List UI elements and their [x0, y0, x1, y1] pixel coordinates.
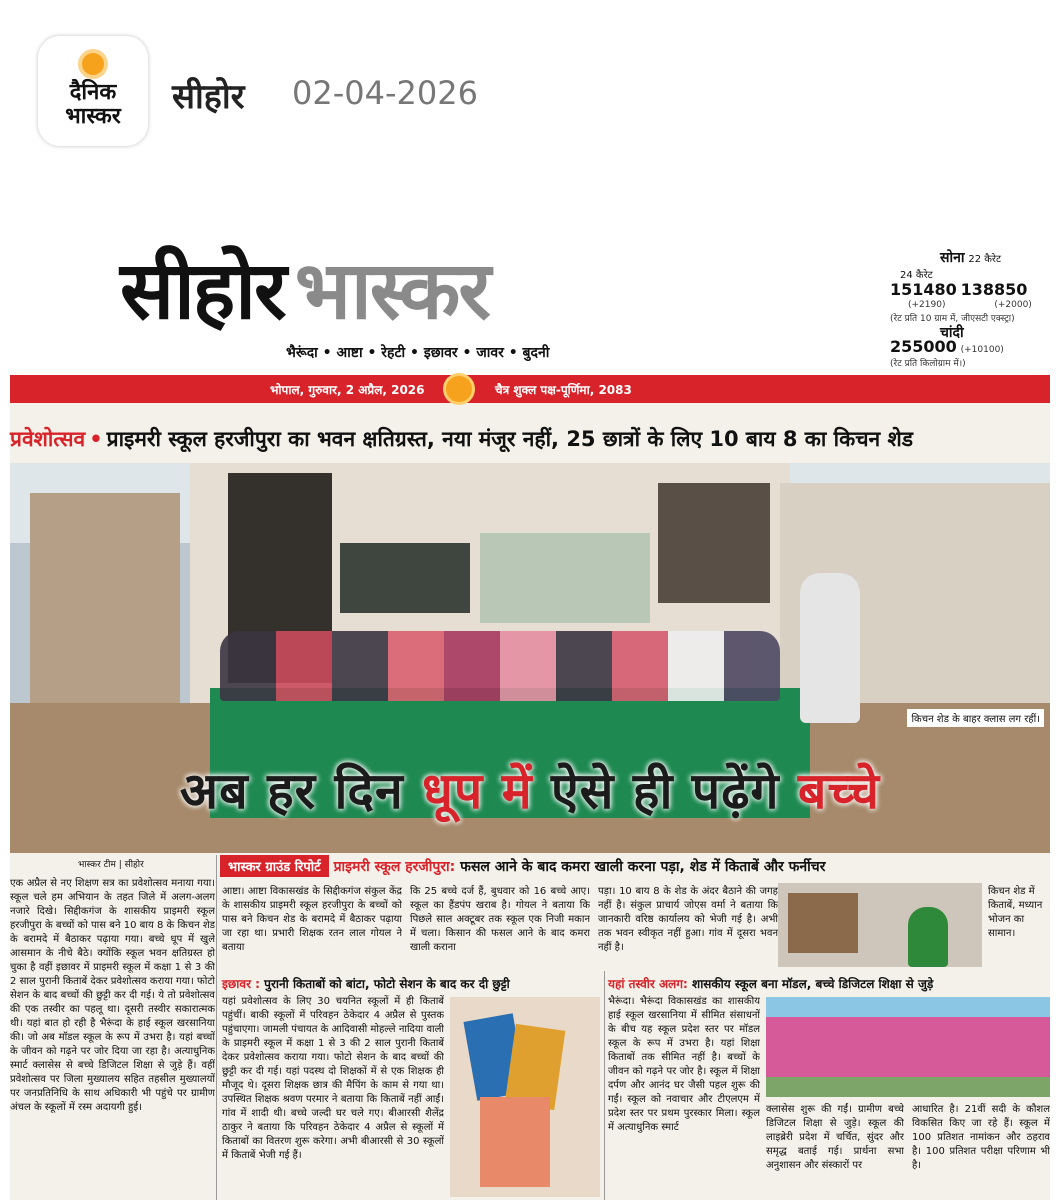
photo-woman	[908, 907, 948, 967]
photo-mural	[480, 533, 650, 623]
model-school-photo	[766, 997, 1050, 1097]
photo-roof	[766, 997, 1050, 1017]
ground-report-title: फसल आने के बाद कमरा खाली करना पड़ा, शेड में किताबें और फर्नीचर	[455, 859, 826, 875]
banner-part-d: बच्चे	[797, 762, 881, 820]
photo-grass	[766, 1077, 1050, 1097]
ground-report-col2: कि 25 बच्चे दर्ज हैं, बुधवार को 16 बच्चे आए। स्कूल का हैंडपंप खराब है। गोयल ने बताया कि पिछले साल अक्टूबर तक स्कूल एक निजी मकान में चला। किसान की फसल आने के बाद कमरा खाली कराना	[410, 886, 590, 953]
app-header	[0, 0, 1060, 190]
model-school-col3: आधारित है। 21वीं सदी के कौशल विकसित किए जा रहे हैं। स्कूल में 100 प्रतिशत नामांकन और ठहराव है। 100 प्रतिशत परीक्षा परिणाम भी है।	[912, 1104, 1050, 1171]
masthead-title-part1: सीहोर	[120, 244, 285, 337]
ground-report-badge: भास्कर ग्राउंड रिपोर्ट	[220, 855, 329, 877]
lead-body: एक अप्रैल से नए शिक्षण सत्र का प्रवेशोत्सव मनाया गया। स्कूल चले हम अभियान के तहत जिले में अलग-अलग नजारे दिखे। सिद्दीकगंज के शासकीय प्राइमरी स्कूल हरजीपुरा के बच्चों को पास बने 10 बाय 8 के किचन शेड के बरामदे में बैठाकर पढ़ाया गया। बच्चे धूप में खुले आसमान के नीचे बैठे। क्योंकि स्कूल भवन क्षतिग्रस्त हो चुका है वहीं इछावर में प्राइमरी स्कूल में कक्षा 1 से 3 की 2 साल पुरानी किताबें देकर प्रवेशोत्सव कराया गया। फोटो सेशन के बाद बच्चों की छुट्टी कर दी गई। ये तो प्रवेशोत्सव की एक तस्वीर का पहलू था। दूसरी तस्वीर सकारात्मक थी। यहां बात हो रही है भैरूंदा के हाई स्कूल खरसानिया की। जो अब मॉडल स्कूल के रूप में उभरा है। यहां बच्चों के जीवन को गढ़ने पर जोर दिया जा रहा है। अत्याधुनिक स्मार्ट क्लासेस से बच्चे डिजिटल शिक्षा से जुड़े हैं। वहीं प्रवेशोत्सव पर जिला मुख्यालय सहित तहसील मुख्यालयों पर जनप्रतिनिधि के साथ अधिकारी भी पहुंचे पर ग्रामीण अंचल के स्कूलों में रस्म अदायगी हुई।	[10, 878, 215, 1113]
photo-book	[480, 1097, 550, 1187]
ground-report-place: प्राइमरी स्कूल हरजीपुरा:	[333, 859, 456, 875]
bullet-icon: •	[89, 427, 103, 451]
edition-city: सीहोर	[172, 77, 245, 117]
photo-banner-text	[10, 755, 1050, 823]
masthead-towns: भैरूंदा • आष्टा • रेहटी • इछावर • जावर • बुदनी	[286, 345, 550, 361]
dainik-bhaskar-logo[interactable]	[38, 36, 148, 146]
photo-window	[658, 483, 770, 603]
byline: भास्कर टीम | सीहोर	[78, 860, 144, 870]
logo-line-2: भास्कर	[65, 104, 121, 129]
masthead-title	[120, 233, 489, 342]
model-school-title: शासकीय स्कूल बना मॉडल, बच्चे डिजिटल शिक्षा से जुड़े	[687, 977, 934, 991]
photo-children-reading	[220, 631, 780, 701]
gold-24-label: 24 कैरेट	[900, 270, 933, 281]
dateline-right: चैत्र शुक्ल पक्ष-पूर्णिमा, 2083	[495, 383, 632, 397]
newspaper-page	[10, 205, 1050, 1200]
column-divider	[216, 855, 217, 1200]
gold-note: (रेट प्रति 10 ग्राम में, जीएसटी एक्स्ट्रा)	[890, 314, 1015, 324]
gold-22-value: 138850	[960, 280, 1028, 299]
photo-ruined-wall	[30, 493, 180, 703]
column-divider	[604, 971, 605, 1200]
lead-headline-text: प्राइमरी स्कूल हरजीपुरा का भवन क्षतिग्रस्त, नया मंजूर नहीं, 25 छात्रों के लिए 10 बाय 8 का किचन शेड	[106, 427, 914, 451]
gold-22-change: (+2000)	[994, 300, 1032, 310]
banner-part-c: ऐसे ही पढ़ेंगे	[532, 762, 798, 820]
ichhawar-body: यहां प्रवेशोत्सव के लिए 30 चयनित स्कूलों में ही किताबें पहुंचीं। बाकी स्कूलों में परिवहन ठेकेदार 4 अप्रैल से पुस्तक पहुंचाएगा। जामली पंचायत के आदिवासी मोहल्ले नादिया वाली के प्राइमरी स्कूल में कक्षा 1 से 3 की 2 साल पुरानी किताबें देकर प्रवेशोत्सव कराया गया। फोटो सेशन के बाद बच्चों की छुट्टी कर दी गई। यहां पदस्थ दो शिक्षकों में से एक शिक्षक ही मौजूद थे। दूसरा शिक्षक छात्र की मैपिंग के काम से गया था। उपस्थित शिक्षक श्रवण परमार ने बताया कि किताबें नहीं आईं। गांव में शादी थी। बच्चे जल्दी घर चले गए। बीआरसी शैलेंद्र ठाकुर ने बताया कि परिवहन ठेकेदार 4 अप्रैल से स्कूलों में किताबों का वितरण शुरू करेगा। अभी बीआरसी से 30 स्कूलों में किताबें भेजी गई हैं।	[222, 996, 444, 1161]
edition-date: 02-04-2026	[292, 74, 478, 112]
lead-headline	[10, 425, 1050, 459]
dateline-left: भोपाल, गुरुवार, 2 अप्रैल, 2026	[270, 383, 425, 397]
ichhawar-place: इछावर :	[222, 977, 260, 991]
silver-note: (रेट प्रति किलोग्राम में।)	[890, 359, 966, 369]
gold-label: सोना	[940, 250, 965, 266]
ground-report-col1: आष्टा। आष्टा विकासखंड के सिद्दीकगंज संकुल केंद्र के शासकीय प्राइमरी स्कूल हरजीपुरा के बच्चों को पास बने किचन शेड के बरामदे में बैठाकर पढ़ाया जा रहा था। प्रभारी शिक्षक रतन लाल गोयल ने बताया	[222, 886, 402, 953]
sun-icon	[82, 53, 104, 75]
ichhawar-headline	[222, 975, 510, 992]
model-school-col2: क्लासेस शुरू की गईं। ग्रामीण बच्चे डिजिटल शिक्षा से जुड़े। स्कूल की लाइब्रेरी प्रदेश में चर्चित, सुंदर और समृद्ध बताई गई। प्रार्थना सभा अनुशासन और संस्कारों पर	[766, 1104, 904, 1171]
photo-shelf	[788, 893, 858, 953]
gold-22-label: 22 कैरेट	[968, 254, 1002, 265]
ground-report-caption: किचन शेड में किताबें, मध्यान भोजन का सामान।	[988, 886, 1043, 939]
sun-icon	[446, 376, 472, 402]
ground-report-col3: पड़ा। 10 बाय 8 के शेड के अंदर बैठाने की जगह नहीं है। संकुल प्राचार्य जोएस वर्मा ने बताया कि जानकारी वरिष्ठ कार्यालय को भेजी गई है। अभी तक भवन स्वीकृत नहीं हुआ। गांव में दूसरा भवन नहीं है।	[598, 886, 778, 953]
silver-label: चांदी	[940, 325, 964, 341]
masthead	[10, 205, 1050, 375]
dateline-bar	[10, 375, 1050, 403]
photo-caption: किचन शेड के बाहर क्लास लग रहीं।	[907, 709, 1044, 727]
masthead-title-part2: भास्कर	[294, 244, 489, 337]
silver-value: 255000	[890, 337, 957, 356]
model-school-col1: भैरूंदा। भैरूंदा विकासखंड का शासकीय हाई स्कूल खरसानिया में सीमित संसाधनों के बीच यह स्कूल प्रदेश स्तर पर मॉडल स्कूल के रूप में उभरा है। यहां शिक्षा किताबों तक सीमित नहीं है। बच्चों के जीवन को गढ़ने पर जोर है। स्कूल में शिक्षा दर्पण और आनंद घर जैसी पहल शुरू की गईं। स्कूल को नवाचार और टीएलएम में प्रदेश स्तर पर प्रथम पुरस्कार मिला। स्कूल में अत्याधुनिक स्मार्ट	[608, 996, 760, 1133]
banner-part-b: धूप में	[422, 762, 533, 820]
photo-teacher	[800, 573, 860, 723]
gold-24-change: (+2190)	[908, 300, 946, 310]
commodity-rates	[890, 251, 1050, 371]
lead-tag: प्रवेशोत्सव	[10, 427, 86, 451]
logo-line-1: दैनिक	[69, 80, 117, 105]
ground-report-headline	[220, 855, 1050, 877]
photo-blackboard	[340, 543, 470, 613]
lead-photo	[10, 463, 1050, 853]
model-school-headline	[608, 975, 933, 992]
gold-24-value: 151480	[890, 280, 957, 299]
ichhawar-books-photo	[450, 997, 600, 1197]
banner-part-a: अब हर दिन	[179, 762, 423, 820]
ground-report-photo	[778, 883, 982, 967]
ichhawar-title: पुरानी किताबों को बांटा, फोटो सेशन के बाद कर दी छुट्टी	[259, 977, 510, 991]
model-school-place: यहां तस्वीर अलग:	[608, 977, 688, 991]
silver-change: (+10100)	[960, 345, 1004, 355]
